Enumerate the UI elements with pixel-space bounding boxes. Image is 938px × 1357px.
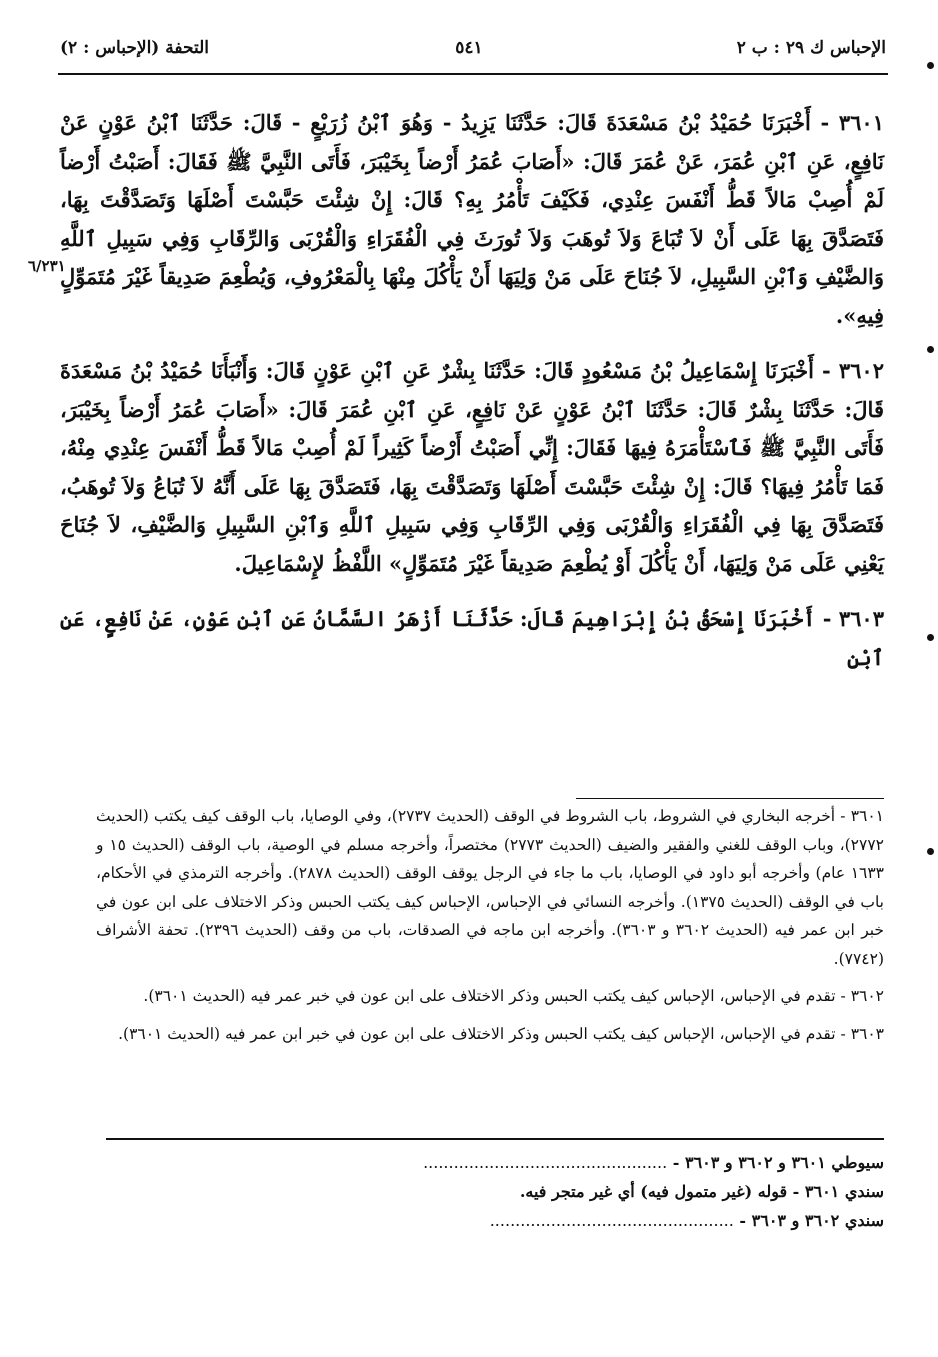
margin-reference: ٦/٢٣١ [28,257,66,275]
hadith-3602: ٣٦٠٢ - أَخْبَرَنَا إِسْمَاعِيلُ بْنُ مَسْعُودٍ قَالَ: حَدَّثَنَا بِشْرٌ عَنِ ٱبْنِ عَوْنٍ قَالَ: وَأَنْبَأَنَا حُمَيْدُ بْنُ مَسْعَدَةَ قَالَ: حَدَّثَنَا بِشْرٌ قَالَ: حَدَّثَنَا ٱبْنُ عَوْنٍ عَنْ نَافِعٍ، عَنِ ٱبْنِ عُمَرَ قَالَ: «أَصَابَ عُمَرُ أَرْضاً بِخَيْبَرَ، فَأَتَى النَّبِيَّ ﷺ فَٱسْتَأْمَرَهُ فِيهَا فَقَالَ: إِنِّي أَصَبْتُ أَرْضاً كَثِيراً لَمْ أُصِبْ مَالاً قَطُّ أَنْفَسَ عِنْدِي مِنْهُ، فَمَا تَأْمُرُ فِيهَا؟ قَالَ: إِنْ شِئْتَ حَبَّسْتَ أَصْلَهَا وَتَصَدَّقْتَ بِهَا، فَتَصَدَّقَ بِهَا عَلَى أَنَّهُ لاَ تُبَاعُ وَلاَ تُوهَبُ، فَتَصَدَّقَ بِهَا فِي الْفُقَرَاءِ وَالْقُرْبَى وَفِي الرِّقَابِ وَفِي سَبِيلِ ٱللَّهِ وَٱبْنِ السَّبِيلِ وَالضَّيْفِ، لاَ جُنَاحَ يَعْنِي عَلَى مَنْ وَلِيَهَا، أَنْ يَأْكُلَ أَوْ يُطْعِمَ صَدِيقاً غَيْرَ مُتَمَوِّلٍ» اللَّفْظُ لإِسْمَاعِيلَ. [60,358,884,576]
commentary-separator [106,1138,884,1140]
margin-dot [927,634,934,641]
commentary-sindi-1: سندي ٣٦٠١ - قوله (غير متمول فيه) أي غير متجر فيه. [519,1182,884,1201]
margin-dot [927,62,934,69]
commentary-sindi-2: سندي ٣٦٠٢ و ٣٦٠٣ - ................................................ [489,1211,884,1230]
footnote-3602: ٣٦٠٢ - تقدم في الإحباس، الإحباس كيف يكتب الحبس وذكر الاختلاف على ابن عون في خبر عمر فيه (الحديث ٣٦٠١). [143,987,884,1005]
footnote-separator [576,798,884,799]
header-tuhfa: التحفة (الإحباس : ٢) [60,38,209,58]
margin-dot [927,346,934,353]
page-number: ٥٤١ [455,38,483,58]
hadith-3603: ٣٦٠٣ - أَخْبَرَنَا إِسْحَقُ بْنُ إِبْرَاهِيمَ قَالَ: حَدَّثَنَا أَزْهَرُ السَّمَّانُ عَنِ ٱبْنِ عَوْنٍ، عَنْ نَافِعٍ، عَنِ ٱبْنِ [60,606,884,670]
footnote-3601: ٣٦٠١ - أخرجه البخاري في الشروط، باب الشروط في الوقف (الحديث ٢٧٣٧)، وفي الوصايا، باب الوقف كيف يكتب (الحديث ٢٧٧٢)، وباب الوقف للغني والفقير والضيف (الحديث ٢٧٧٣) مختصراً، وأخرجه مسلم في الوصية، باب الوقف (الحديث ١٥ و ١٦٣٣ عام) وأخرجه أبو داود في الوصايا، باب ما جاء في الرجل يوقف الوقف (الحديث ٢٨٧٨). وأخرجه الترمذي في الأحكام، باب في الوقف (الحديث ١٣٧٥). وأخرجه النسائي في الإحباس، الإحباس كيف يكتب الحبس وذكر الاختلاف على ابن عون في خبر ابن عمر فيه (الحديث ٣٦٠٢ و ٣٦٠٣). وأخرجه ابن ماجه في الصدقات، باب من وقف (الحديث ٢٣٩٦). تحفة الأشراف (٧٧٤٢). [96,807,885,968]
header-chapter: الإحباس ك ٢٩ : ب ٢ [736,38,886,58]
footnotes [96,802,884,1057]
hadith-3601: ٣٦٠١ - أَخْبَرَنَا حُمَيْدُ بْنُ مَسْعَدَةَ قَالَ: حَدَّثَنَا يَزِيدُ - وَهُوَ ٱبْنُ زُرَيْعٍ - قَالَ: حَدَّثَنَا ٱبْنُ عَوْنٍ عَنْ نَافِعٍ، عَنِ ٱبْنِ عُمَرَ، عَنْ عُمَرَ قَالَ: «أَصَابَ عُمَرُ أَرْضاً بِخَيْبَرَ، فَأَتَى النَّبِيَّ ﷺ فَقَالَ: أَصَبْتُ أَرْضاً لَمْ أُصِبْ مَالاً قَطُّ أَنْفَسَ عِنْدِي، فَكَيْفَ تَأْمُرُ بِهِ؟ قَالَ: إِنْ شِئْتَ حَبَّسْتَ أَصْلَهَا وَتَصَدَّقْتَ بِهَا، فَتَصَدَّقَ بِهَا عَلَى أَنْ لاَ تُبَاعَ وَلاَ تُوهَبَ وَلاَ تُورَثَ فِي الْفُقَرَاءِ وَالْقُرْبَى وَالرِّقَابِ وَفِي سَبِيلِ ٱللَّهِ وَالضَّيْفِ وَٱبْنِ السَّبِيلِ، لاَ جُنَاحَ عَلَى مَنْ وَلِيَهَا أَنْ يَأْكُلَ مِنْهَا بِالْمَعْرُوفِ، وَيُطْعِمَ صَدِيقاً غَيْرَ مُتَمَوِّلٍ فِيهِ». [60,110,884,328]
header-rule [58,73,888,75]
footnote-3603: ٣٦٠٣ - تقدم في الإحباس، الإحباس كيف يكتب الحبس وذكر الاختلاف على ابن عون في خبر ابن عمر فيه (الحديث ٣٦٠١). [118,1024,884,1043]
margin-dot [927,848,934,855]
hadith-text [60,104,884,694]
commentary [130,1148,884,1235]
commentary-suyuti: سيوطي ٣٦٠١ و ٣٦٠٢ و ٣٦٠٣ - ................................................ [423,1153,884,1172]
